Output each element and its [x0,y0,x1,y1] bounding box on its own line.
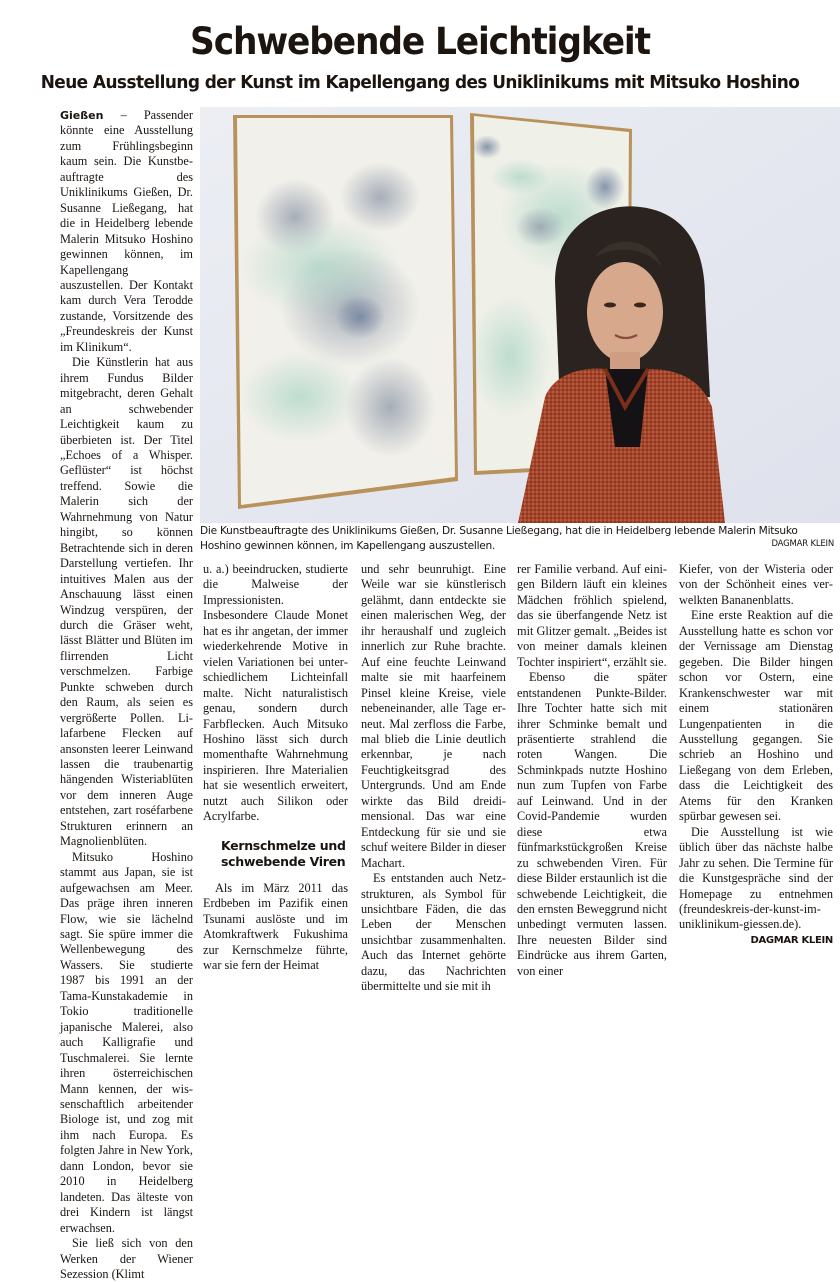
dateline: Gießen [60,109,104,122]
photo-credit: DAGMAR KLEIN [771,539,834,549]
paragraph: Es entstanden auch Netzstrukturen, als Symbol für unsichtbare Fäden, die das Leben der Menschen unsichtbar zusammenhalten. Auch das Internet gehörte dazu, das Nachrichten übermittelte und sie mit ih [361,871,506,994]
paragraph: Die Ausstellung ist wie üblich über das nächste halbe Jahr zu sehen. Die Termine für die Kunstgespräche sind der Homepage zu entnehmen (freundeskreis-der-kunst-im-uniklinikum-giessen.de). [679,824,833,932]
article-column-4 [517,562,667,979]
article-column-5 [679,562,833,948]
article-column-2 [203,562,348,973]
article-column-1 [60,108,193,1282]
paragraph: u. a.) beeindrucken, studierte die Malweise der Impressionisten. Insbesondere Claude Monet hat es ihr angetan, der immer wiederkehrende Motive in vielen Variationen bei unterschiedlichem Lichteinfall malte. Nicht naturalistisch genau, sondern durch Farbflecken. Auch Mitsuko Hoshino lässt sich durch momenthafte Wahrnehmung inspirieren. Ihre Materialien hat sie wesentlich erweitert, nutzt auch Silikon oder Acrylfarbe. [203,562,348,824]
paragraph: Eine erste Reaktion auf die Ausstellung hatte es schon vor der Vernissage am Dienstag gegeben. Die Bilder hingen schon vor Ostern, eine Krankenschwester war mit einem stationären Lungenpatienten in die Ausstellung gegangen. Sie schrieb an Hoshino und Ließegang von dem Erleben, dass die Leichtigkeit des Atems für den Kranken spürbar gewesen sei. [679,608,833,824]
author-byline: DAGMAR KLEIN [750,934,833,946]
paragraph [60,108,193,355]
paragraph: Die Künstlerin hat aus ihrem Fundus Bilder mitgebracht, deren Gehalt an schwebender Leichtigkeit kaum zu überbieten ist. Der Titel „Echoes of a Whisper. Geflüster“ ist höchst treffend. Sowie die Malerin sich der Wahrnehmung von Natur hingibt, so können Betrachtende sich in deren Darstellung vertiefen. Ihr intuitives Malen aus der Anschauung lässt einen Windzug verspüren, der durch die Gräser weht, lässt Blätter und Blüten im flirrenden Licht verschmelzen. Farbige Punkte schweben durch den Raum, als seien es vergrößerte Pollen. Lilafarbene Flecken auf ansonsten leerer Leinwand lassen die traubenartig hängenden Wisteriablüten vor dem inneren Auge entstehen, zart roséfarbene Strukturen erinnern an Magnolienblüten. [60,355,193,849]
photo-caption: Die Kunstbeauftragte des Uniklinikums Gießen, Dr. Susanne Ließegang, hat die in Heidelberg lebende Malerin Mitsuko Hoshino gewinnen können, im Kapellengang auszustellen. [200,525,798,552]
paragraph-text: – Passender könnte eine Ausstellung zum Frühlingsbeginn kaum sein. Die Kunstbeauftragte des Uniklinikums Gießen, Dr. Susanne Ließegang, hat die in Heidelberg lebende Malerin Mitsuko Hoshino gewinnen können, im Kapellengang auszustellen. Der Kontakt kam durch Vera Terodde zustande, Vorsitzende des „Freundeskreis der Kunst im Klinikum“. [60,108,193,354]
photo-artist-with-paintings [200,107,840,523]
section-subheading: Kernschmelze und schwebende Viren [221,837,346,869]
paragraph: und sehr beunruhigt. Eine Weile war sie künstlerisch gelähmt, dann entdeckte sie einen malerischen Weg, der ihr heraushalf und zugleich innerlich zur Ruhe brachte. Auf eine feuchte Leinwand malte sie mit haarfeinem Pinsel kleine Kreise, viele nebeneinander, alle Tage erneut. Mal zerfloss die Farbe, mal blieb die Linie deutlich erkennbar, je nach Feuchtigkeitsgrad des Untergrunds. Und am Ende wirkte das Bild dreidimensional. Das war eine Entdeckung für sie und sie schuf weitere Bilder in dieser Machart. [361,562,506,870]
headline: Schwebende Leichtigkeit [190,20,650,63]
paragraph: Ebenso die später entstandenen Punkte-Bilder. Ihre Tochter hatte sich mit ihrer Schminke bemalt und präsentierte strahlend die roten Wangen. Die Schminkpads nutzte Hoshino nun zum Tupfen von Farbe auf Leinwand. Und in der Covid-Pandemie wurden diese etwa fünfmarkstückgroßen Kreise zu schwebenden Viren. Für diese Bilder erstaunlich ist die schwebende Leichtigkeit, die den ernsten Beweggrund nicht unbedingt vermuten lassen. Ihre neuesten Bilder sind Eindrücke aus ihrem Garten, von einer [517,670,667,978]
subheadline: Neue Ausstellung der Kunst im Kapellengang des Uniklinikums mit Mitsuko Hoshino [40,72,800,93]
left-painting [233,115,458,509]
paragraph: Als im März 2011 das Erdbeben im Pazifik einen Tsunami auslöste und im Atomkraftwerk Fukushima zur Kernschmelze führte, war sie fern der Heimat [203,880,348,972]
paragraph: Mitsuko Hoshino stammt aus Japan, sie ist aufgewachsen am Meer. Das präge ihren inneren Flow, wie sie lächelnd sagt. Sie spüre immer die Wellenbewegung des Wassers. Sie studierte 1987 bis 1991 an der Tama-Kunstakademie in Tokio traditionelle japanische Malerei, also auch Kalligrafie und Tuschmalerei. Sie lernte ihren österreichischen Mann kennen, der wissenschaftlich arbeitender Biologe ist, und zog mit ihm nach Europa. Es folgten Jahre in New York, dann London, bevor sie 2010 in Heidelberg landeten. Das älteste von drei Kindern ist längst erwachsen. [60,849,193,1235]
paragraph: rer Familie verband. Auf einigen Bildern läuft ein kleines Mädchen fröhlich spielend, das sie überfangende Netz ist mit Glitzer gemalt. „Beides ist von meiner damals kleinen Tochter inspiriert“, erzählt sie. [517,562,667,669]
paragraph: Kiefer, von der Wisteria oder von der Schönheit eines verwelkten Bananenblatts. [679,562,833,607]
paragraph: Sie ließ sich von den Werken der Wiener Sezession (Klimt [60,1236,193,1281]
article-column-3 [361,562,506,995]
article-photo [200,107,840,523]
